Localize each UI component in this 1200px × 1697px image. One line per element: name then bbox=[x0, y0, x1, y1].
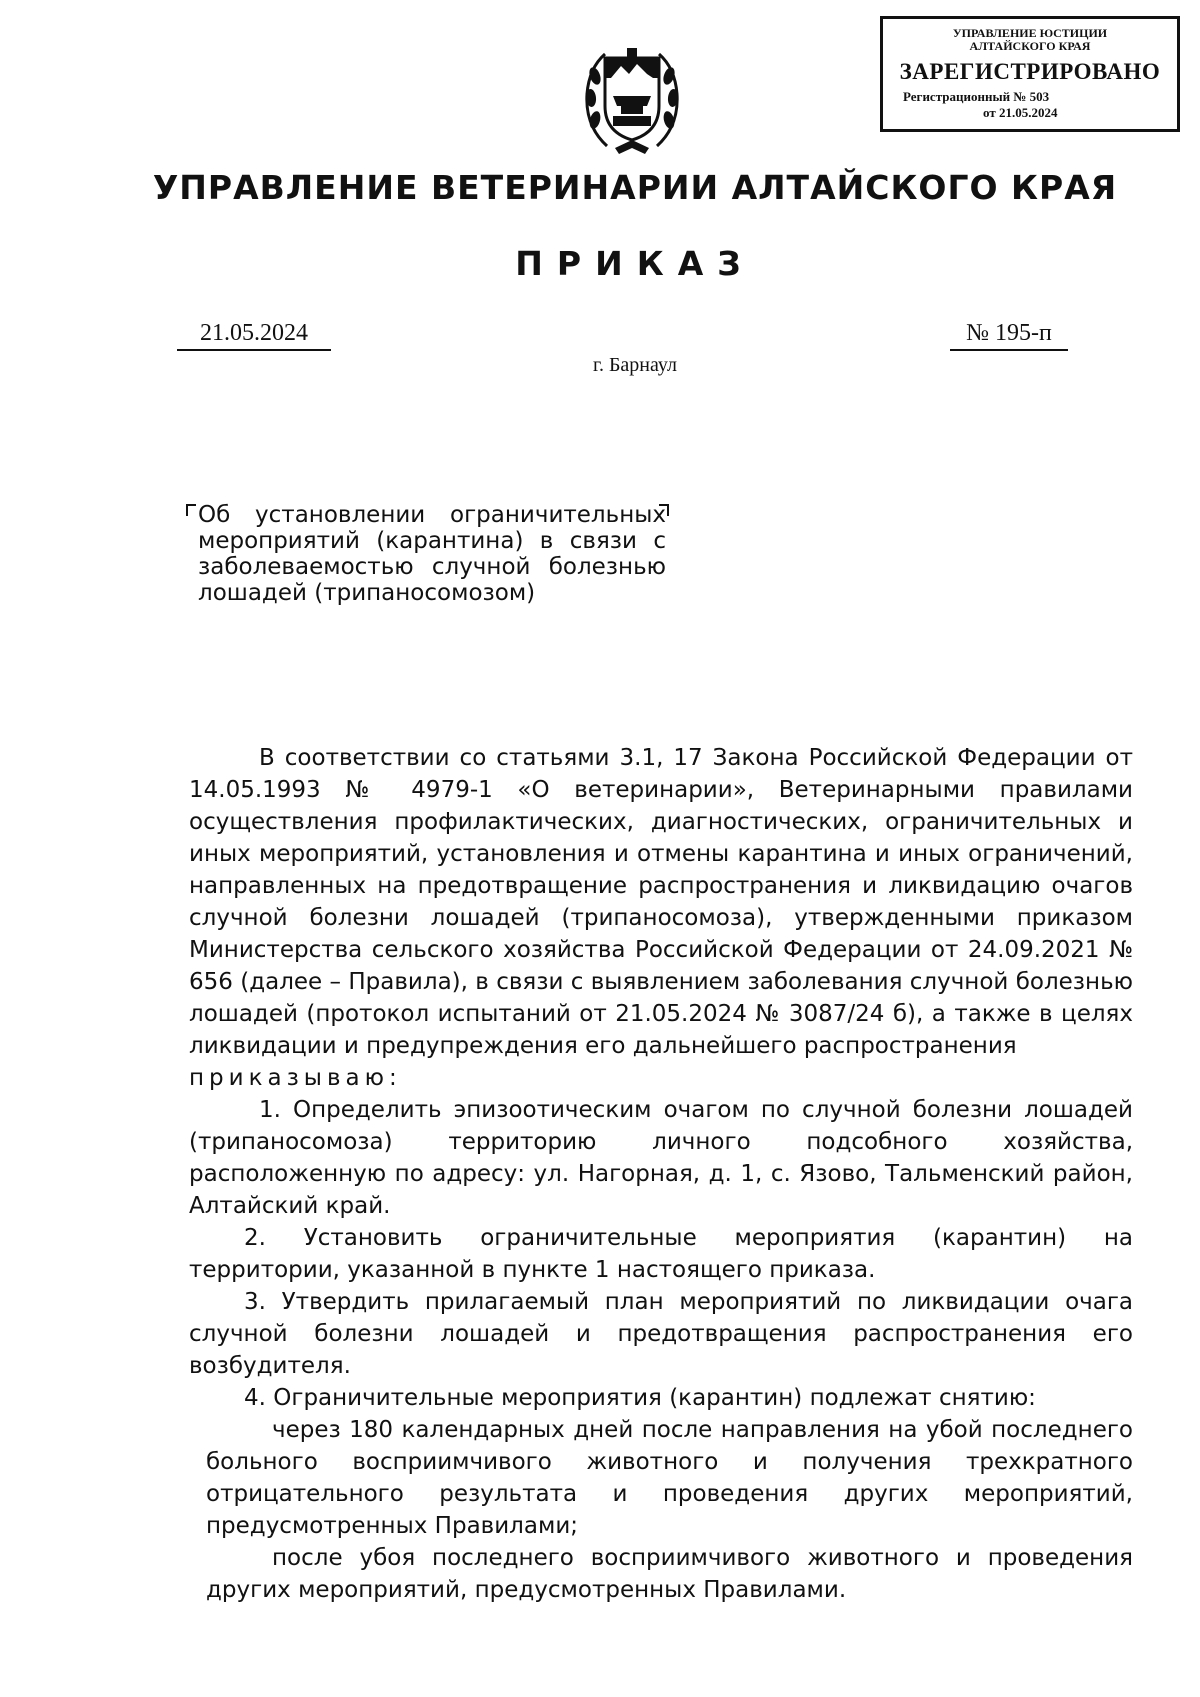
paragraph-3: 3. Утвердить прилагаемый план мероприятий по ликвидации очага случной болезни лошадей и предотвращения распространения его возбудителя. bbox=[189, 1289, 1133, 1379]
paragraph-4: 4. Ограничительные мероприятия (карантин) подлежат снятию: bbox=[244, 1385, 1036, 1411]
stamp-status: ЗАРЕГИСТРИРОВАНО bbox=[899, 59, 1161, 84]
registration-stamp bbox=[880, 16, 1180, 132]
city: г. Барнаул bbox=[593, 354, 677, 376]
paragraph-4-condition-1: через 180 календарных дней после направления на убой последнего больного восприимчивого животного и получения трехкратного отрицательного результата и проведения других мероприятий, предусмотренных Правилами; bbox=[206, 1417, 1133, 1539]
paragraph-2: 2. Установить ограничительные мероприятия (карантин) на территории, указанной в пункте 1 настоящего приказа. bbox=[189, 1225, 1133, 1283]
stamp-authority-line1: УПРАВЛЕНИЕ ЮСТИЦИИ bbox=[952, 26, 1108, 40]
stamp-authority-line2: АЛТАЙСКОГО КРАЯ bbox=[969, 39, 1091, 53]
organization-name: УПРАВЛЕНИЕ ВЕТЕРИНАРИИ АЛТАЙСКОГО КРАЯ bbox=[152, 168, 1118, 207]
preamble: В соответствии со статьями 3.1, 17 Закона Российской Федерации от 14.05.1993 № 4979-1 «О ветеринарии», Ветеринарными правилами осуществления профилактических, диагностических, ограничительных и иных мероприятий, установления и отмены карантина и иных ограничений, направленных на предотвращение распространения и ликвидацию очагов случной болезни лошадей (трипаносомоза), утвержденными приказом Министерства сельского хозяйства Российской Федерации от 24.09.2021 № 656 (далее – Правила), в связи с выявлением заболевания случной болезнью лошадей (протокол испытаний от 21.05.2024 № 3087/24 б), а также в целях ликвидации и предупреждения его дальнейшего распространения bbox=[189, 745, 1133, 1059]
stamp-reg-date: от 21.05.2024 bbox=[983, 105, 1058, 120]
order-body bbox=[189, 742, 1133, 1606]
paragraph-4-condition-2: после убоя последнего восприимчивого животного и проведения других мероприятий, предусмотренных Правилами. bbox=[206, 1545, 1133, 1603]
subject-bracket-left bbox=[186, 504, 196, 516]
paragraph-1: 1. Определить эпизоотическим очагом по случной болезни лошадей (трипаносомоза) территорию личного подсобного хозяйства, расположенную по адресу: ул. Нагорная, д. 1, с. Язово, Тальменский район, Алтайский край. bbox=[189, 1097, 1133, 1219]
stamp-reg-number: Регистрационный № 503 bbox=[903, 89, 1050, 104]
document-type: ПРИКАЗ bbox=[515, 244, 755, 283]
order-number: № 195-п bbox=[950, 320, 1068, 351]
order-date: 21.05.2024 bbox=[177, 320, 331, 351]
order-word: приказываю: bbox=[189, 1065, 402, 1091]
coat-of-arms-emblem bbox=[577, 36, 687, 162]
order-subject: Об установлении ограничительных мероприятий (карантина) в связи с заболеваемостью случной болезнью лошадей (трипаносомозом) bbox=[198, 502, 666, 606]
